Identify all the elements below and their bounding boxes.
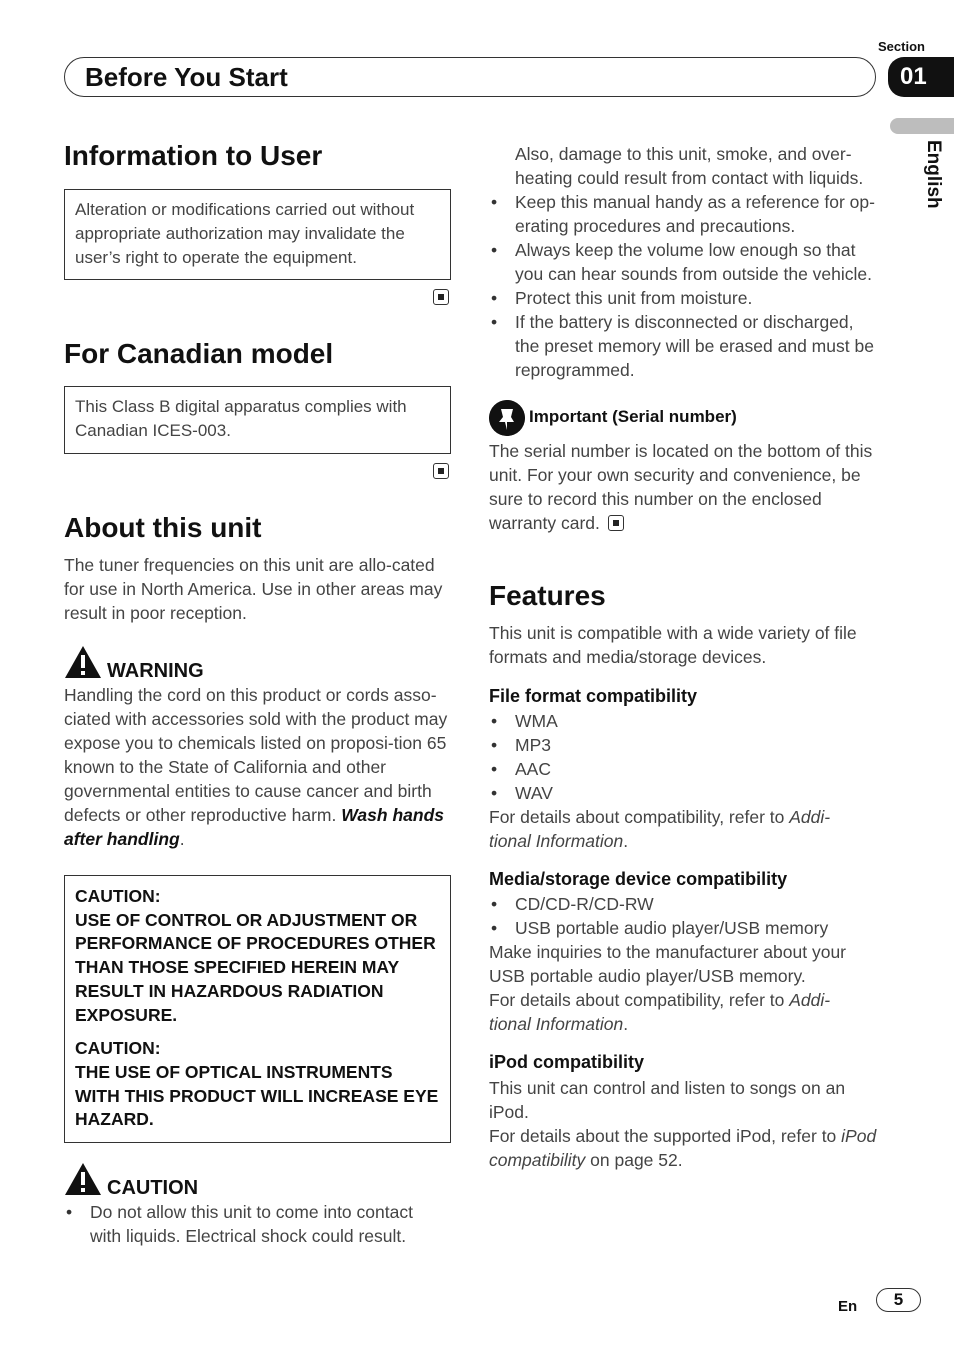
caution-title: CAUTION [107, 1177, 199, 1199]
ipod-ref [489, 1124, 879, 1172]
section-label: Section [878, 39, 925, 54]
list-item: • AAC [489, 757, 874, 781]
warning-text [64, 683, 450, 851]
important-icon [489, 400, 525, 436]
important-text [489, 439, 879, 535]
ipod-ref-link: iPod compatibility [489, 1126, 877, 1170]
list-item: • WAV [489, 781, 874, 805]
file-format-ref-link: Addi-tional Information [489, 807, 831, 851]
caution-box-title-1: CAUTION: [75, 886, 161, 906]
ipod-ref-suffix: on page 52. [585, 1150, 683, 1170]
features-intro: This unit is compatible with a wide variety of file formats and media/storage devices. [489, 623, 857, 667]
media-ref-prefix: For details about compatibility, refer to [489, 990, 790, 1010]
media-ref-suffix: . [623, 1014, 629, 1034]
about-unit-heading: About this unit [64, 512, 262, 543]
media-text: Make inquiries to the manufacturer about your USB portable audio player/USB memory. [489, 942, 846, 986]
caution-more-list [489, 190, 879, 382]
media-heading: Media/storage device compatibility [489, 869, 788, 889]
ipod-text: This unit can control and listen to songs on an iPod. [489, 1078, 846, 1122]
ipod-heading: iPod compatibility [489, 1052, 645, 1072]
header-bar [64, 57, 876, 97]
warning-body: Handling the cord on this product or cords asso-ciated with accessories sold with the product may expose you to chemicals listed on proposi-tion 65 known to the State of California and other governmental entities to cause cancer and birth defects or other reproductive harm. [64, 685, 448, 825]
caution-box-text-1: USE OF CONTROL OR ADJUSTMENT OR PERFORMANCE OF PROCEDURES OTHER THAN THOSE SPECIFIED HEREIN MAY RESULT IN HAZARDOUS RADIATION EXPOSURE. [75, 909, 436, 1025]
ipod-ref-prefix: For details about the supported iPod, refer to [489, 1126, 842, 1146]
list-item: • USB portable audio player/USB memory [489, 916, 879, 940]
canadian-heading: For Canadian model [64, 338, 334, 369]
media-ref-link: Addi-tional Information [489, 990, 831, 1034]
info-user-heading: Information to User [64, 140, 323, 171]
info-user-box: Alteration or modifications carried out without appropriate authorization may invalidate the user’s right to operate the equipment. [64, 189, 451, 280]
language-label: English [923, 140, 944, 209]
end-mark-icon [433, 463, 449, 479]
list-item: • Do not allow this unit to come into contact with liquids. Electrical shock could result. [64, 1200, 444, 1248]
media-list [489, 892, 879, 940]
file-format-heading: File format compatibility [489, 686, 698, 706]
footer-lang-code: En [838, 1298, 858, 1315]
language-tab [890, 118, 954, 134]
canadian-box: This Class B digital apparatus complies with Canadian ICES-003. [64, 386, 451, 454]
about-unit-text: The tuner frequencies on this unit are allo-cated for use in North America. Use in other areas may result in poor reception. [64, 555, 443, 623]
caution-list [64, 1200, 444, 1248]
caution-continued-text: Also, damage to this unit, smoke, and over-heating could result from contact with liquids. [515, 144, 864, 188]
list-item: • Protect this unit from moisture. [489, 286, 879, 310]
file-format-list [489, 709, 874, 805]
warning-triangle-icon [64, 645, 102, 679]
warning-title: WARNING [107, 660, 204, 682]
caution-box-text-2: THE USE OF OPTICAL INSTRUMENTS WITH THIS PRODUCT WILL INCREASE EYE HAZARD. [75, 1061, 439, 1130]
end-mark-icon [608, 515, 624, 531]
warning-emphasis: Wash hands after handling [64, 805, 444, 849]
file-format-ref [489, 805, 859, 853]
list-item: • WMA [489, 709, 874, 733]
section-number-tab: 01 [888, 57, 954, 97]
media-ref [489, 988, 859, 1036]
caution-box [64, 875, 451, 1143]
end-mark-icon [433, 289, 449, 305]
page-number: 5 [876, 1288, 921, 1312]
caution-box-title-2: CAUTION: [75, 1038, 161, 1059]
file-format-ref-prefix: For details about compatibility, refer to [489, 807, 790, 827]
features-heading: Features [489, 580, 606, 611]
list-item: • If the battery is disconnected or discharged, the preset memory will be erased and must be reprogrammed. [489, 310, 879, 382]
list-item: • Always keep the volume low enough so that you can hear sounds from outside the vehicle. [489, 238, 879, 286]
list-item: • Keep this manual handy as a reference for op-erating procedures and precautions. [489, 190, 879, 238]
list-item: • MP3 [489, 733, 874, 757]
warning-end: . [179, 829, 185, 849]
list-item: • CD/CD-R/CD-RW [489, 892, 879, 916]
caution-triangle-icon [64, 1162, 102, 1196]
important-title: Important (Serial number) [529, 407, 737, 426]
important-body: The serial number is located on the bottom of this unit. For your own security and convenience, be sure to record this number on the enclosed warranty card. [489, 441, 873, 533]
file-format-ref-suffix: . [623, 831, 629, 851]
page-title: Before You Start [85, 62, 288, 92]
